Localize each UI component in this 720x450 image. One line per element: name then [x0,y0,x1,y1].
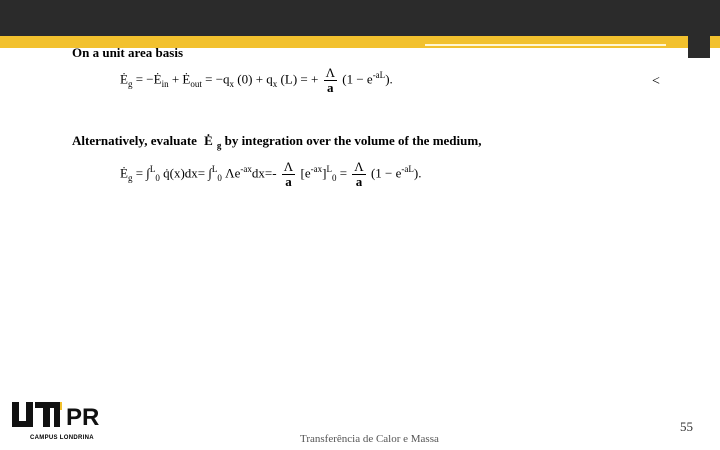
eq1-fraction: $\frac{\Lambda}{a}$ [325,65,335,95]
footer-title: Transferência de Calor e Massa [300,433,439,445]
heading-alternatively: Alternatively, evaluate Ė $_g$ by integration over the volume of the medium, [72,133,482,151]
heading-unit-area: On a unit area basis [72,45,184,60]
top-bar [0,0,720,36]
equation-integration: $Ė_g = \int^L_0$ q̇(x)dx= ∫$^L_0$ $\Lambda e^{-ax}dx=-$ $\frac{\Lambda}{a}$ $[e^{-ax}]^L_0$ = $\frac{\Lambda}{a}$ $(1 - e^{-aL})$. [120,159,422,189]
svg-text:PR: PR [66,404,100,431]
eq1-lhs: Ė [120,71,128,87]
corner-block [688,36,710,58]
utfpr-logo-icon [12,402,112,434]
check-mark: < [652,74,660,89]
equation-unit-area: $Ė_g$ = $-Ė_{in}$ + $Ė_{out} = -q_x$ $(0) + q_x$ (L) = + $\frac{\Lambda}{a}$ $(1 - e^{-aL})$. [120,65,393,95]
page-number: 55 [680,419,693,434]
logo-caption: CAMPUS LONDRINA [30,435,94,441]
accent-stripe-highlight [425,44,666,46]
